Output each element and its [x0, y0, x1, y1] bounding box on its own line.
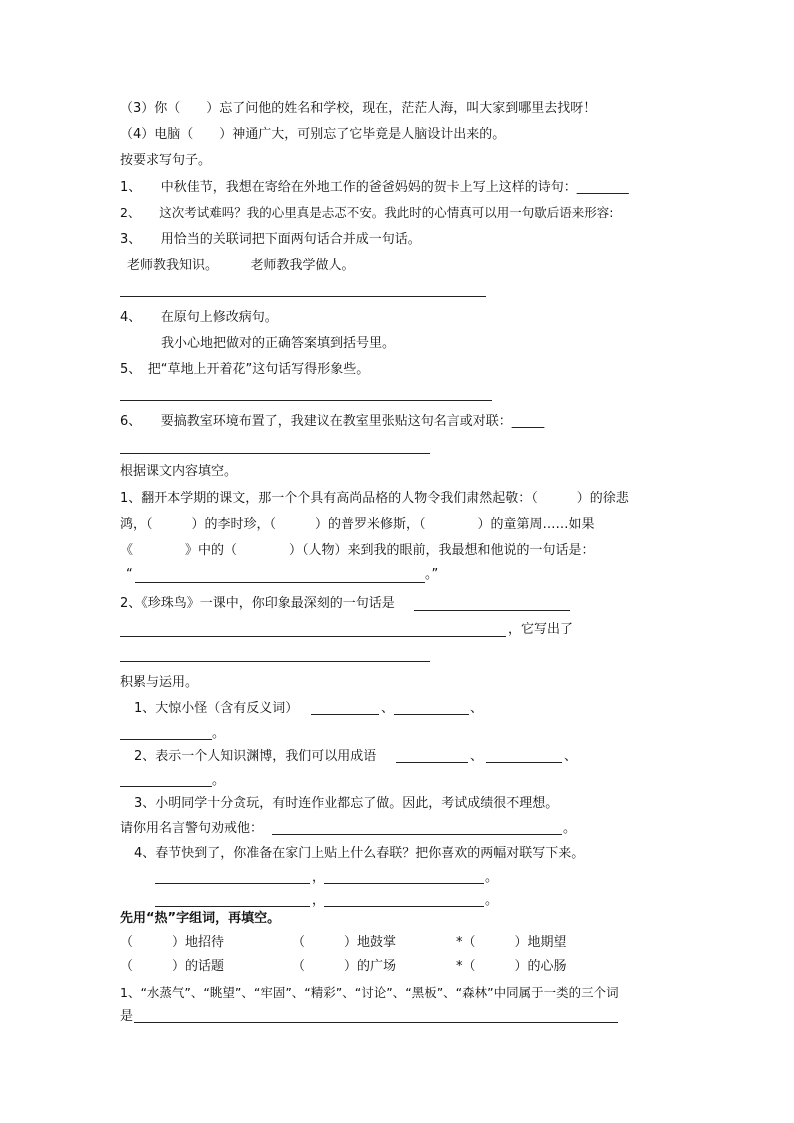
question-line: 6、 要搞教室环境布置了，我建议在教室里张贴这句名言或对联：_____ [120, 414, 545, 429]
answer-blank[interactable] [120, 296, 486, 297]
period: 。 [485, 893, 499, 908]
question-line: （4）电脑（ ）神通广大，可别忘了它毕竟是人脑设计出来的。 [120, 127, 506, 142]
couplet-blank[interactable] [324, 883, 484, 884]
question-line: 5、 把“草地上开着花”这句话写得形象些。 [120, 362, 370, 377]
answer-blank[interactable] [120, 453, 430, 454]
fill-item: *（ ）的心肠 [456, 959, 567, 974]
period: 。 [212, 773, 226, 788]
question-line: （3）你（ ）忘了问他的姓名和学校，现在，茫茫人海，叫大家到哪里去找呀！ [120, 101, 597, 116]
section-heading-bold: 先用“热”字组词，再填空。 [120, 911, 281, 926]
question-line: 鸿，（ ）的李时珍，（ ）的普罗米修斯，（ ）的童第周……如果 [120, 517, 595, 532]
fill-item: （ ）地招待 [120, 935, 225, 950]
question-line: 是 [120, 1009, 134, 1024]
question-line: 1、翻开本学期的课文，那一个个具有高尚品格的人物令我们肃然起敬：（ ）的徐悲 [120, 491, 629, 506]
question-line: 2、 这次考试难吗？我的心里真是忐忑不安。我此时的心情真可以用一句歇后语来形容: [120, 205, 614, 220]
question-line: 1、 中秋佳节，我想在寄给在外地工作的爸爸妈妈的贺卡上写上这样的诗句：________ [120, 180, 629, 195]
question-line: ，它写出了 [508, 622, 574, 637]
quote-open: “ [126, 567, 133, 582]
answer-blank[interactable] [120, 661, 430, 662]
question-line: 请你用名言警句劝戒他： [120, 821, 264, 836]
question-line: 3、小明同学十分贪玩，有时连作业都忘了做。因此，考试成绩很不理想。 [134, 796, 559, 811]
answer-blank[interactable] [120, 636, 506, 637]
question-line: 2、表示一个人知识渊博，我们可以用成语 [134, 749, 377, 764]
answer-blank[interactable] [135, 582, 425, 583]
separator: ， [312, 870, 326, 885]
answer-blank[interactable] [120, 786, 212, 787]
couplet-blank[interactable] [155, 906, 310, 907]
quote-close: 。” [425, 567, 439, 582]
period: 。 [212, 726, 226, 741]
couplet-blank[interactable] [324, 906, 484, 907]
question-line: 老师教我知识。 老师教我学做人。 [127, 258, 355, 273]
couplet-blank[interactable] [155, 883, 310, 884]
answer-blank[interactable] [394, 714, 469, 715]
answer-blank[interactable] [120, 400, 492, 401]
period: 。 [563, 821, 577, 836]
separator: ， [312, 893, 326, 908]
fill-item: *（ ）地期望 [456, 935, 567, 950]
section-heading: 根据课文内容填空。 [120, 464, 238, 479]
question-line: 4、春节快到了，你准备在家门上贴上什么春联？把你喜欢的两幅对联写下来。 [134, 846, 585, 861]
answer-blank[interactable] [486, 762, 562, 763]
question-line: 2、《珍珠鸟》一课中，你印象最深刻的一句话是 [120, 596, 395, 611]
question-line: 3、 用恰当的关联词把下面两句话合并成一句话。 [120, 232, 421, 247]
answer-blank[interactable] [120, 739, 212, 740]
question-line: 《 》中的（ ）（人物）来到我的眼前，我最想和他说的一句话是： [120, 543, 595, 558]
period: 。 [485, 870, 499, 885]
question-line: 1、“水蒸气”、“眺望”、“牢固”、“精彩”、“讨论”、“黑板”、“森林”中同属于一类的三个词 [120, 985, 619, 1000]
answer-blank[interactable] [311, 714, 379, 715]
separator: 、 [564, 749, 578, 764]
answer-blank[interactable] [134, 1022, 618, 1023]
fill-item: （ ）地鼓掌 [292, 935, 397, 950]
answer-blank[interactable] [272, 834, 562, 835]
answer-blank[interactable] [414, 610, 570, 611]
section-heading: 积累与运用。 [120, 675, 199, 690]
question-line: 4、 在原句上修改病句。 [120, 310, 278, 325]
section-heading: 按要求写句子。 [120, 153, 212, 168]
question-line: 1、大惊小怪（含有反义词） [134, 701, 299, 716]
question-line: 我小心地把做对的正确答案填到括号里。 [161, 336, 396, 351]
answer-blank[interactable] [396, 762, 468, 763]
separator: 、 [470, 749, 484, 764]
fill-item: （ ）的广场 [292, 959, 397, 974]
separator: 、 [470, 701, 484, 716]
separator: 、 [381, 701, 395, 716]
fill-item: （ ）的话题 [120, 959, 225, 974]
